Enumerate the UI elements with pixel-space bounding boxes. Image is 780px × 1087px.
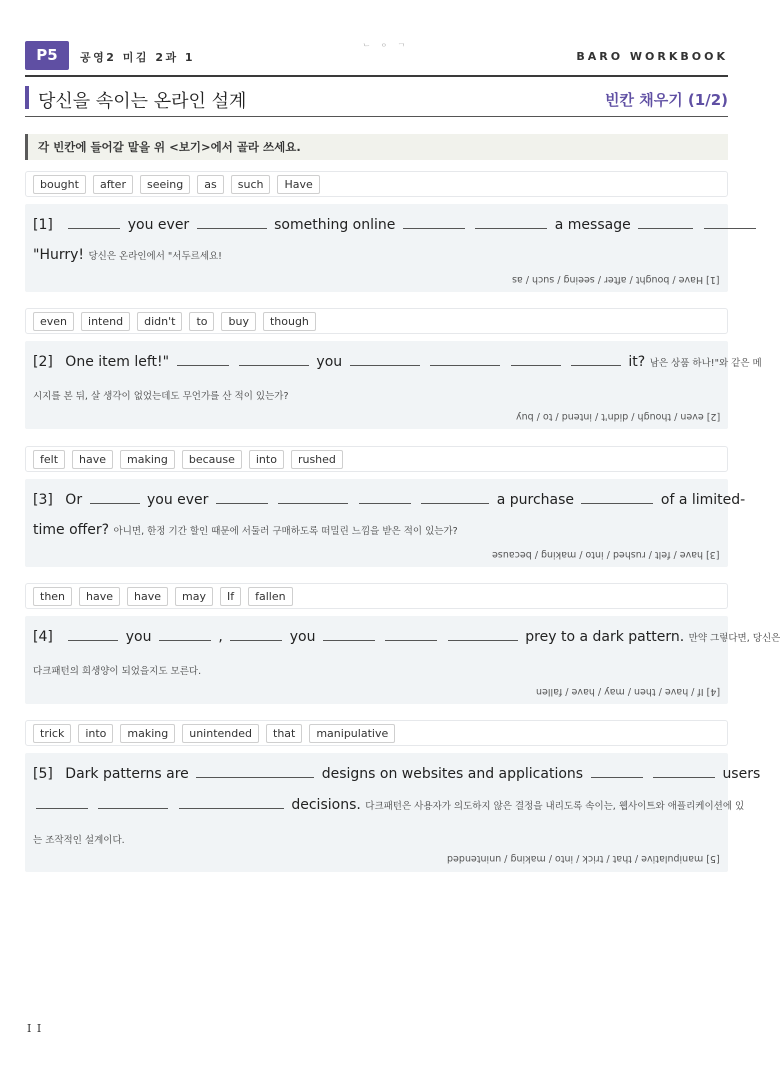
blank[interactable] <box>36 796 88 809</box>
blank[interactable] <box>475 216 547 229</box>
blank[interactable] <box>638 216 693 229</box>
sentence-text: you ever <box>127 217 190 233</box>
brand-label: BARO WORKBOOK <box>576 50 728 63</box>
word-chip: may <box>175 587 213 606</box>
sentence-text: Or <box>65 492 83 508</box>
blank[interactable] <box>403 216 465 229</box>
instruction-text: 각 빈칸에 들어갈 말을 위 <보기>에서 골라 쓰세요. <box>38 140 301 154</box>
korean-translation: 는 조작적인 설계이다. <box>33 835 125 846</box>
faint-mark: ᄂ ᄋ ᄀ <box>362 44 409 54</box>
blank[interactable] <box>359 491 411 504</box>
korean-translation: 아니면, 한정 기간 할인 때문에 서둘러 구매하도록 떠밀린 느낌을 받은 적이 있는가? <box>113 526 458 537</box>
word-bank-1 <box>25 171 728 197</box>
question-number: [5] <box>33 766 53 782</box>
word-chip: even <box>33 312 74 331</box>
sentence-text: you <box>316 354 343 370</box>
word-chip: though <box>263 312 316 331</box>
blank[interactable] <box>421 491 489 504</box>
korean-translation: 만약 그렇다면, 당신은 <box>688 633 780 644</box>
question-box-1 <box>25 204 728 292</box>
question-number: [2] <box>33 354 53 370</box>
page-title: 당신을 속이는 온라인 설계 <box>38 91 247 112</box>
word-chip: have <box>79 587 120 606</box>
sentence-text: you <box>289 629 316 645</box>
sentence-text: "Hurry! <box>33 247 85 263</box>
word-chip: buy <box>221 312 255 331</box>
sentence-text: it? <box>628 354 646 370</box>
blank[interactable] <box>571 353 621 366</box>
sentence-text: a purchase <box>496 492 574 508</box>
word-bank-2 <box>25 308 728 334</box>
title-row <box>25 86 728 114</box>
korean-translation: 시지를 본 뒤, 살 생각이 없었는데도 무언가를 산 적이 있는가? <box>33 391 289 402</box>
page-header <box>25 41 728 75</box>
word-chip: seeing <box>140 175 190 194</box>
blank[interactable] <box>350 353 420 366</box>
blank[interactable] <box>68 628 118 641</box>
word-chip: into <box>78 724 113 743</box>
blank[interactable] <box>278 491 348 504</box>
page-subtitle: 빈칸 채우기 (1/2) <box>605 91 728 109</box>
word-chip: trick <box>33 724 71 743</box>
sentence-text: of a limited- <box>660 492 746 508</box>
upside-down-answer: [1] Have / bought / after / seeing / such / as <box>512 274 720 285</box>
page-footer-number: I I <box>27 1022 43 1035</box>
word-chip: because <box>182 450 242 469</box>
sentence-text: One item left!" <box>65 354 170 370</box>
sentence-text: users <box>722 766 761 782</box>
word-chip: have <box>127 587 168 606</box>
upside-down-answer: [5] manipulative / that / trick / into / making / unintended <box>447 853 720 864</box>
blank[interactable] <box>385 628 437 641</box>
word-chip: after <box>93 175 133 194</box>
question-box-2 <box>25 341 762 429</box>
title-rule <box>25 116 728 117</box>
word-chip: felt <box>33 450 65 469</box>
blank[interactable] <box>68 216 120 229</box>
sentence-text: a message <box>554 217 631 233</box>
word-chip: have <box>72 450 113 469</box>
blank[interactable] <box>177 353 229 366</box>
word-chip: as <box>197 175 223 194</box>
word-chip: making <box>120 450 175 469</box>
title-accent-bar <box>25 86 29 109</box>
blank[interactable] <box>90 491 140 504</box>
upside-down-answer: [2] even / though / didn't / intend / to / buy <box>515 411 720 422</box>
sentence-text: designs on websites and applications <box>321 766 584 782</box>
question-box-4 <box>25 616 780 704</box>
blank[interactable] <box>159 628 211 641</box>
upside-down-answer: [4] If / have / then / may / have / fallen <box>535 686 720 697</box>
blank[interactable] <box>179 796 284 809</box>
blank[interactable] <box>704 216 756 229</box>
blank[interactable] <box>216 491 268 504</box>
word-chip: didn't <box>137 312 182 331</box>
sentence-text: decisions. <box>291 797 361 813</box>
question-number: [4] <box>33 629 53 645</box>
word-chip: If <box>220 587 241 606</box>
sentence-text: , <box>218 629 223 645</box>
question-box-3 <box>25 479 746 567</box>
blank[interactable] <box>430 353 500 366</box>
blank[interactable] <box>591 765 643 778</box>
korean-translation: 당신은 온라인에서 "서두르세요! <box>88 251 222 262</box>
korean-translation: 다크패턴의 희생양이 되었을지도 모른다. <box>33 666 202 677</box>
word-chip: into <box>249 450 284 469</box>
page-badge: P5 <box>25 41 69 70</box>
blank[interactable] <box>448 628 518 641</box>
course-label: 공영2 미김 2과 1 <box>80 51 196 64</box>
question-number: [1] <box>33 217 53 233</box>
word-chip: such <box>231 175 271 194</box>
sentence-text: something online <box>274 217 396 233</box>
blank[interactable] <box>511 353 561 366</box>
word-chip: to <box>189 312 214 331</box>
question-number: [3] <box>33 492 53 508</box>
blank[interactable] <box>230 628 282 641</box>
sentence-text: time offer? <box>33 522 110 538</box>
korean-translation: 다크패턴은 사용자가 의도하지 않은 결정을 내리도록 속이는, 웹사이트와 애플리케이션에 있 <box>365 801 745 812</box>
blank[interactable] <box>653 765 715 778</box>
word-chip: manipulative <box>309 724 395 743</box>
korean-translation: 남은 상품 하나!"와 같은 메 <box>649 358 762 369</box>
word-chip: making <box>120 724 175 743</box>
word-bank-3 <box>25 446 728 472</box>
blank[interactable] <box>323 628 375 641</box>
instruction-box <box>25 134 728 160</box>
word-bank-5 <box>25 720 728 746</box>
blank[interactable] <box>98 796 168 809</box>
blank[interactable] <box>239 353 309 366</box>
sentence-text: Dark patterns are <box>65 766 189 782</box>
word-chip: unintended <box>182 724 259 743</box>
sentence-text: you ever <box>146 492 209 508</box>
word-chip: bought <box>33 175 86 194</box>
word-chip: Have <box>277 175 319 194</box>
upside-down-answer: [3] have / felt / rushed / into / making / because <box>492 549 720 560</box>
word-chip: then <box>33 587 72 606</box>
word-chip: intend <box>81 312 130 331</box>
sentence-text: prey to a dark pattern. <box>525 629 685 645</box>
word-bank-4 <box>25 583 728 609</box>
header-rule <box>25 75 728 77</box>
question-box-5 <box>25 753 761 872</box>
word-chip: rushed <box>291 450 343 469</box>
sentence-text: you <box>125 629 152 645</box>
blank[interactable] <box>197 216 267 229</box>
blank[interactable] <box>581 491 653 504</box>
word-chip: that <box>266 724 302 743</box>
word-chip: fallen <box>248 587 292 606</box>
blank[interactable] <box>196 765 314 778</box>
